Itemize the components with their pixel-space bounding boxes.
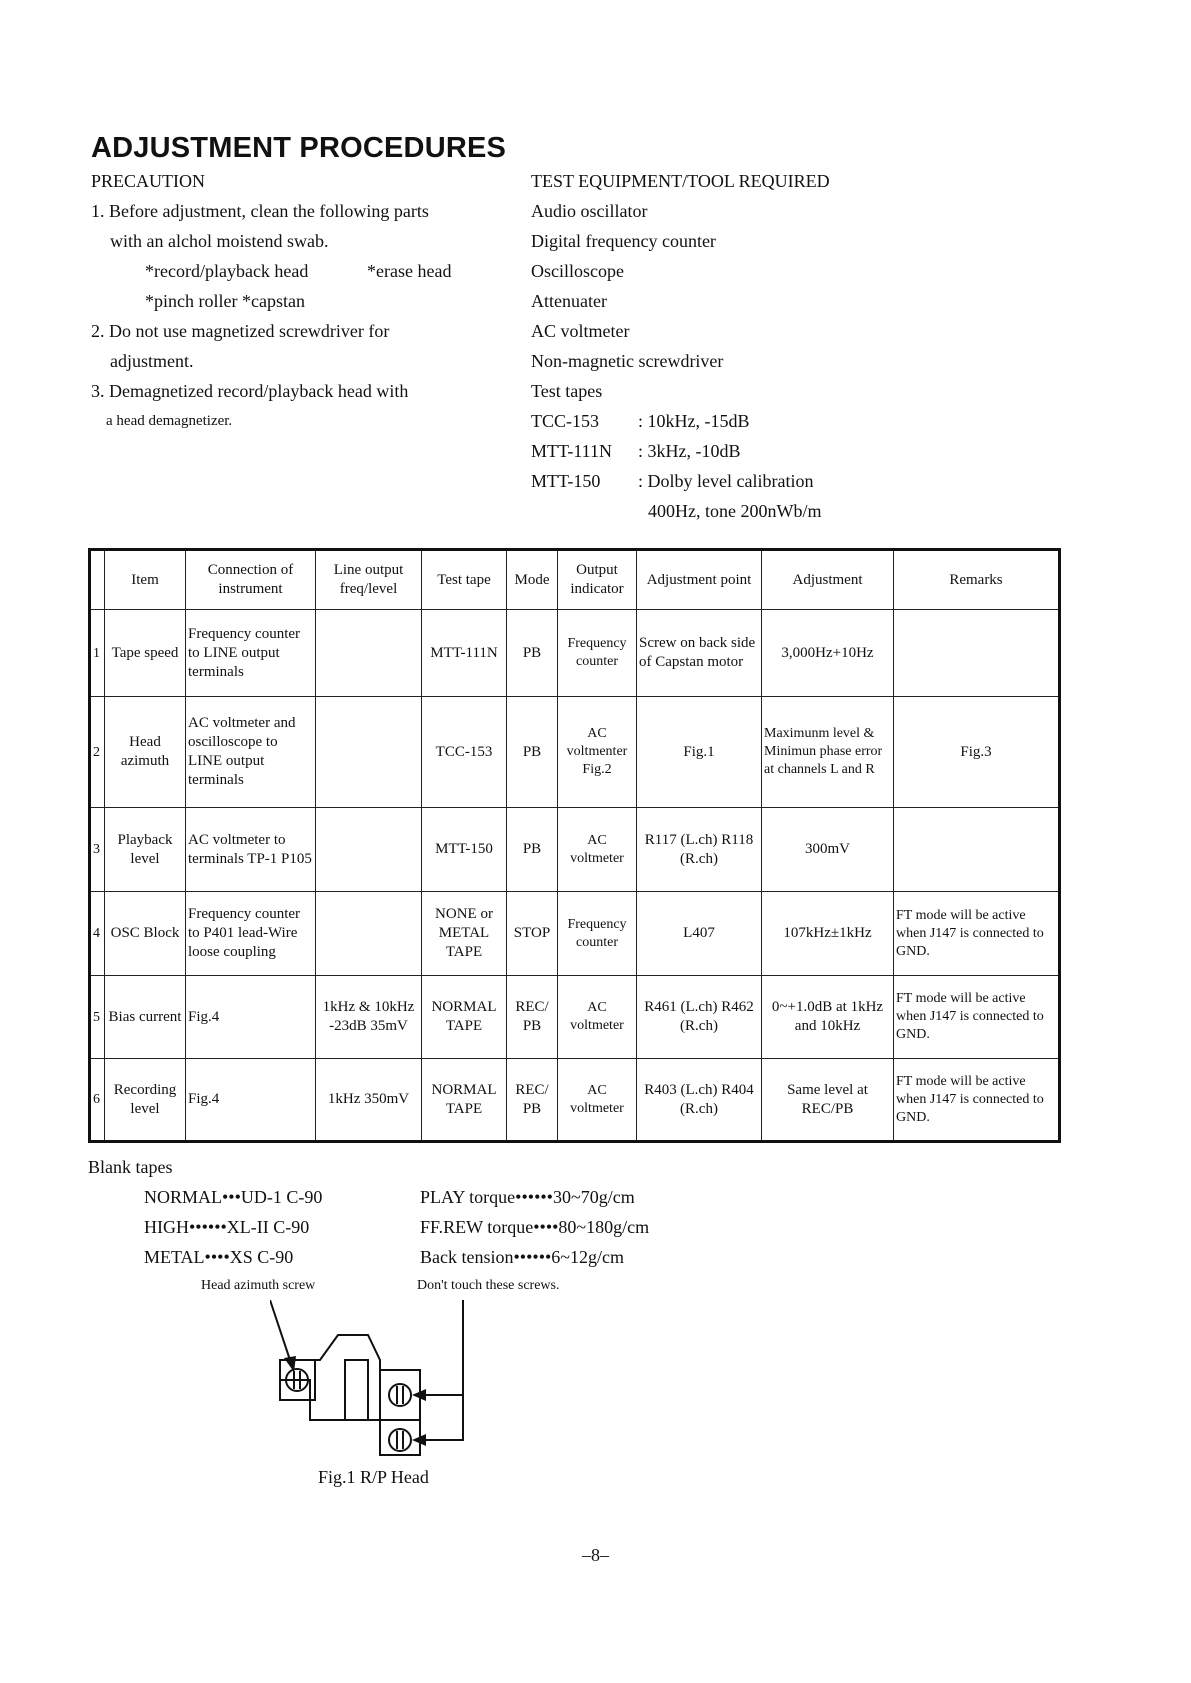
- adjustment-point-cell: L407: [637, 892, 762, 976]
- header-cell: Mode: [507, 550, 558, 610]
- mode-cell: PB: [507, 808, 558, 892]
- table-row: [90, 892, 1060, 976]
- header-cell: Adjustment point: [637, 550, 762, 610]
- adjustment-point-cell: Screw on back side of Capstan motor: [637, 610, 762, 697]
- indicator-cell: AC voltmeter: [558, 1059, 637, 1142]
- row-number: 6: [90, 1059, 105, 1142]
- equipment-item: AC voltmeter: [531, 321, 630, 341]
- precaution-line: *erase head: [367, 261, 452, 281]
- line-output-cell: 1kHz & 10kHz -23dB 35mV: [316, 976, 422, 1059]
- adjustment-cell: Same level at REC/PB: [762, 1059, 894, 1142]
- connection-cell: Fig.4: [186, 976, 316, 1059]
- tape-spec-extra: 400Hz, tone 200nWb/m: [648, 501, 822, 521]
- blank-tape-item: HIGH••••••XL-II C-90: [144, 1217, 310, 1237]
- remarks-cell: [894, 808, 1060, 892]
- header-cell: Connection of instrument: [186, 550, 316, 610]
- head-body-outline: [280, 1335, 420, 1455]
- tape-spec: : 3kHz, -10dB: [638, 441, 741, 461]
- test-tape-cell: TCC-153: [422, 697, 507, 808]
- item-cell: Bias current: [105, 976, 186, 1059]
- connection-cell: AC voltmeter to terminals TP-1 P105: [186, 808, 316, 892]
- azimuth-arrow-line: [270, 1300, 292, 1366]
- table-row: [90, 976, 1060, 1059]
- head-lower-block: [380, 1420, 420, 1455]
- connection-cell: Frequency counter to LINE output terminals: [186, 610, 316, 697]
- adjustment-cell: Maximunm level & Minimun phase error at channels L and R: [762, 697, 894, 808]
- header-cell: Adjustment: [762, 550, 894, 610]
- connection-cell: Fig.4: [186, 1059, 316, 1142]
- adjustment-cell: 0~+1.0dB at 1kHz and 10kHz: [762, 976, 894, 1059]
- item-cell: Tape speed: [105, 610, 186, 697]
- blank-tape-item: NORMAL•••UD-1 C-90: [144, 1187, 323, 1207]
- page-title: ADJUSTMENT PROCEDURES: [91, 132, 507, 164]
- tape-name: MTT-111N: [531, 441, 612, 461]
- test-tape-cell: NORMAL TAPE: [422, 976, 507, 1059]
- mode-cell: PB: [507, 610, 558, 697]
- equipment-item: Non-magnetic screwdriver: [531, 351, 724, 371]
- precaution-line: *pinch roller *capstan: [145, 291, 305, 311]
- item-cell: Head azimuth: [105, 697, 186, 808]
- connection-cell: AC voltmeter and oscilloscope to LINE output terminals: [186, 697, 316, 808]
- equipment-item: Digital frequency counter: [531, 231, 716, 251]
- adjustment-cell: 300mV: [762, 808, 894, 892]
- header-cell: Item: [105, 550, 186, 610]
- table-header-row: [90, 550, 1060, 610]
- header-cell: Output indicator: [558, 550, 637, 610]
- precaution-heading: PRECAUTION: [91, 171, 206, 191]
- header-cell: Remarks: [894, 550, 1060, 610]
- fixed-screw-arrow-line: [415, 1300, 463, 1440]
- precaution-line: 1. Before adjustment, clean the following parts: [91, 201, 429, 221]
- blank-tapes-heading: Blank tapes: [88, 1157, 173, 1177]
- torque-item: FF.REW torque••••80~180g/cm: [420, 1217, 650, 1237]
- indicator-cell: Frequency counter: [558, 610, 637, 697]
- mode-cell: PB: [507, 697, 558, 808]
- row-number: 5: [90, 976, 105, 1059]
- head-gap-block: [345, 1360, 368, 1420]
- row-number: 2: [90, 697, 105, 808]
- equipment-item: Attenuater: [531, 291, 607, 311]
- indicator-cell: AC voltmeter: [558, 976, 637, 1059]
- equipment-item: Test tapes: [531, 381, 603, 401]
- row-number: 1: [90, 610, 105, 697]
- tape-spec: : 10kHz, -15dB: [638, 411, 750, 431]
- line-output-cell: [316, 892, 422, 976]
- test-tape-cell: NONE or METAL TAPE: [422, 892, 507, 976]
- remarks-cell: [894, 610, 1060, 697]
- tape-spec: : Dolby level calibration: [638, 471, 814, 491]
- line-output-cell: [316, 610, 422, 697]
- table-row: [90, 808, 1060, 892]
- equipment-item: Audio oscillator: [531, 201, 648, 221]
- precaution-line: *record/playback head: [145, 261, 309, 281]
- precaution-line: a head demagnetizer.: [106, 413, 233, 429]
- indicator-cell: Frequency counter: [558, 892, 637, 976]
- remarks-cell: FT mode will be active when J147 is connected to GND.: [894, 1059, 1060, 1142]
- line-output-cell: [316, 697, 422, 808]
- arrow-head-icon: [284, 1356, 296, 1372]
- mode-cell: REC/ PB: [507, 976, 558, 1059]
- precaution-line: adjustment.: [110, 351, 194, 371]
- tape-name: MTT-150: [531, 471, 601, 491]
- row-number: 3: [90, 808, 105, 892]
- adjustment-table: [88, 548, 1061, 1143]
- adjustment-point-cell: R403 (L.ch) R404 (R.ch): [637, 1059, 762, 1142]
- adjustment-cell: 107kHz±1kHz: [762, 892, 894, 976]
- figure-label-dont-touch: Don't touch these screws.: [417, 1278, 560, 1293]
- adjustment-cell: 3,000Hz+10Hz: [762, 610, 894, 697]
- page-number: –8–: [582, 1545, 609, 1565]
- table-row: [90, 697, 1060, 808]
- precaution-line: 3. Demagnetized record/playback head with: [91, 381, 409, 401]
- fixed-screw-icon: [389, 1384, 411, 1406]
- indicator-cell: AC voltmenter Fig.2: [558, 697, 637, 808]
- item-cell: OSC Block: [105, 892, 186, 976]
- test-tape-cell: MTT-150: [422, 808, 507, 892]
- mode-cell: REC/ PB: [507, 1059, 558, 1142]
- header-number: [90, 550, 105, 610]
- figure-caption: Fig.1 R/P Head: [318, 1467, 429, 1487]
- remarks-cell: Fig.3: [894, 697, 1060, 808]
- torque-item: PLAY torque••••••30~70g/cm: [420, 1187, 635, 1207]
- blank-tape-item: METAL••••XS C-90: [144, 1247, 294, 1267]
- precaution-line: 2. Do not use magnetized screwdriver for: [91, 321, 390, 341]
- figure-label-azimuth: Head azimuth screw: [201, 1278, 316, 1293]
- mode-cell: STOP: [507, 892, 558, 976]
- line-output-cell: 1kHz 350mV: [316, 1059, 422, 1142]
- tape-name: TCC-153: [531, 411, 600, 431]
- item-cell: Recording level: [105, 1059, 186, 1142]
- table-row: [90, 610, 1060, 697]
- line-output-cell: [316, 808, 422, 892]
- adjustment-point-cell: Fig.1: [637, 697, 762, 808]
- table-row: [90, 1059, 1060, 1142]
- row-number: 4: [90, 892, 105, 976]
- connection-cell: Frequency counter to P401 lead-Wire loose coupling: [186, 892, 316, 976]
- header-cell: Test tape: [422, 550, 507, 610]
- adjustment-point-cell: R117 (L.ch) R118 (R.ch): [637, 808, 762, 892]
- test-tape-cell: NORMAL TAPE: [422, 1059, 507, 1142]
- header-cell: Line output freq/level: [316, 550, 422, 610]
- test-tape-cell: MTT-111N: [422, 610, 507, 697]
- adjustment-point-cell: R461 (L.ch) R462 (R.ch): [637, 976, 762, 1059]
- fixed-screw-icon: [389, 1429, 411, 1451]
- equipment-item: Oscilloscope: [531, 261, 624, 281]
- item-cell: Playback level: [105, 808, 186, 892]
- remarks-cell: FT mode will be active when J147 is connected to GND.: [894, 892, 1060, 976]
- indicator-cell: AC voltmeter: [558, 808, 637, 892]
- remarks-cell: FT mode will be active when J147 is connected to GND.: [894, 976, 1060, 1059]
- torque-item: Back tension••••••6~12g/cm: [420, 1247, 625, 1267]
- precaution-line: with an alchol moistend swab.: [110, 231, 329, 251]
- equipment-heading: TEST EQUIPMENT/TOOL REQUIRED: [531, 171, 830, 191]
